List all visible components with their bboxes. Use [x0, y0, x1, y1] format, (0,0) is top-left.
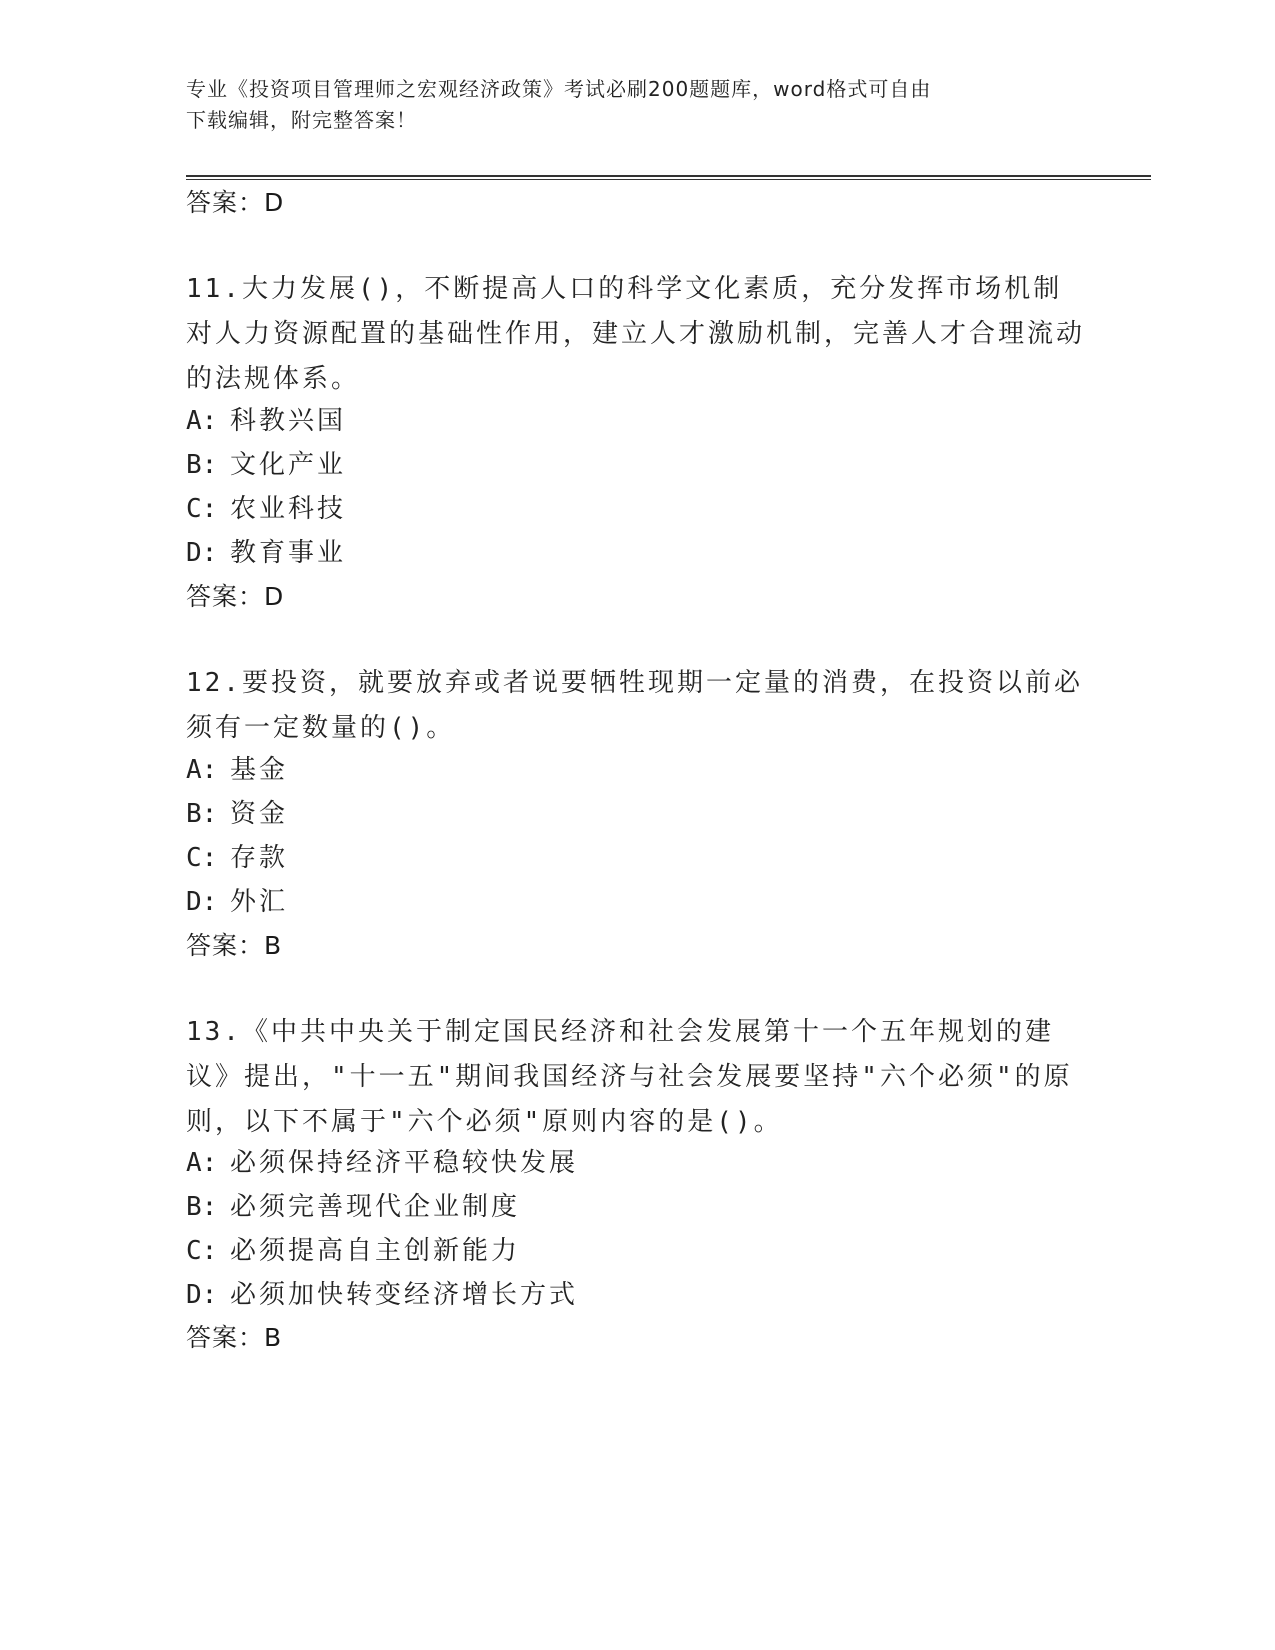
question-11-text: 11.大力发展()，不断提高人口的科学文化素质，充分发挥市场机制对人力资源配置的基础性作用，建立人才激励机制，完善人才合理流动的法规体系。 — [186, 274, 1086, 394]
question-13-option-d — [186, 1278, 578, 1312]
option-letter: D: — [186, 1280, 218, 1310]
option-text: 资金 — [230, 799, 289, 829]
question-12-answer — [186, 929, 282, 963]
answer-value: D — [264, 188, 285, 217]
answer-label: 答案： — [186, 931, 265, 960]
document-header — [186, 74, 1066, 136]
question-12-option-d — [186, 885, 288, 919]
question-11-option-d — [186, 536, 346, 570]
header-title-line-2: 下载编辑，附完整答案！ — [186, 108, 417, 132]
question-12-option-b — [186, 797, 288, 831]
answer-value: D — [264, 582, 285, 611]
option-letter: A: — [186, 1148, 218, 1178]
question-13-option-a — [186, 1146, 578, 1180]
question-11-option-b — [186, 448, 346, 482]
answer-value: B — [264, 1323, 283, 1352]
answer-label: 答案： — [186, 582, 265, 611]
prev-answer — [186, 186, 284, 220]
option-letter: B: — [186, 450, 218, 480]
option-letter: A: — [186, 755, 218, 785]
option-text: 必须提高自主创新能力 — [230, 1236, 521, 1266]
option-letter: C: — [186, 843, 218, 873]
option-letter: B: — [186, 1192, 218, 1222]
question-12-text: 12.要投资，就要放弃或者说要牺牲现期一定量的消费，在投资以前必须有一定数量的()。 — [186, 668, 1083, 743]
option-text: 必须保持经济平稳较快发展 — [230, 1148, 579, 1178]
answer-label: 答案： — [186, 188, 265, 217]
option-letter: A: — [186, 406, 218, 436]
question-13-option-c — [186, 1234, 520, 1268]
option-letter: B: — [186, 799, 218, 829]
option-text: 教育事业 — [230, 538, 347, 568]
header-rule — [186, 175, 1151, 181]
question-11-answer — [186, 580, 284, 614]
question-12-option-c — [186, 841, 288, 875]
option-text: 外汇 — [230, 887, 289, 917]
question-13-option-b — [186, 1190, 520, 1224]
option-text: 必须完善现代企业制度 — [230, 1192, 521, 1222]
option-text: 农业科技 — [230, 494, 347, 524]
question-13-answer — [186, 1321, 282, 1355]
answer-label: 答案： — [186, 1323, 265, 1352]
answer-value: B — [264, 931, 283, 960]
question-13-text: 13.《中共中央关于制定国民经济和社会发展第十一个五年规划的建议》提出，"十一五"期间我国经济与社会发展要坚持"六个必须"的原则，以下不属于"六个必须"原则内容的是()。 — [186, 1017, 1073, 1137]
header-rule-thick — [186, 175, 1151, 177]
question-12-option-a — [186, 753, 288, 787]
option-text: 文化产业 — [230, 450, 347, 480]
option-letter: D: — [186, 538, 218, 568]
option-text: 基金 — [230, 755, 289, 785]
question-11-option-a — [186, 404, 346, 438]
question-11-option-c — [186, 492, 346, 526]
header-title-line-1: 专业《投资项目管理师之宏观经济政策》考试必刷200题题库，word格式可自由 — [186, 77, 932, 101]
header-rule-thin — [186, 179, 1151, 180]
option-letter: C: — [186, 494, 218, 524]
option-text: 科教兴国 — [230, 406, 347, 436]
option-letter: D: — [186, 887, 218, 917]
option-letter: C: — [186, 1236, 218, 1266]
option-text: 存款 — [230, 843, 289, 873]
option-text: 必须加快转变经济增长方式 — [230, 1280, 579, 1310]
